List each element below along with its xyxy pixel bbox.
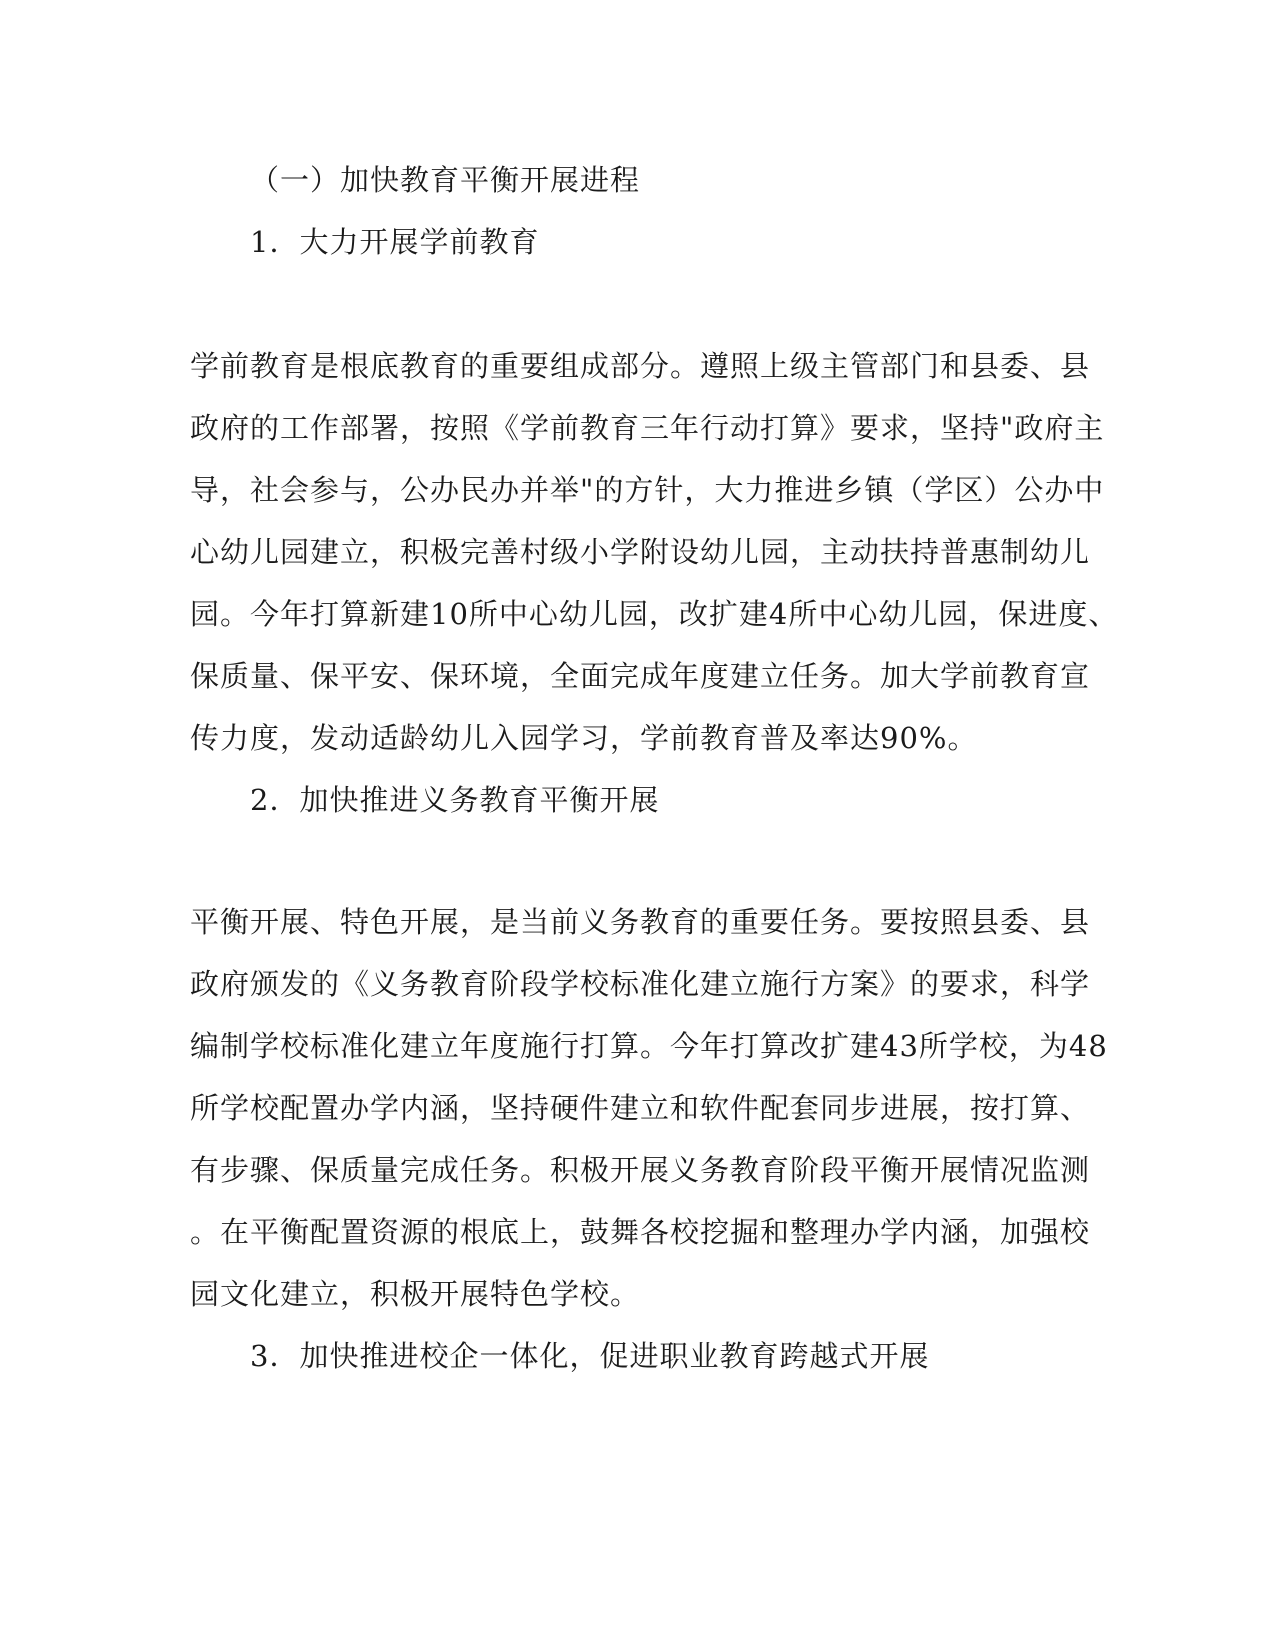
item2-paragraph-line: 政府颁发的《义务教育阶段学校标准化建立施行方案》的要求，科学: [190, 967, 1091, 1001]
item1-paragraph-line: 导，社会参与，公办民办并举"的方针，大力推进乡镇（学区）公办中: [190, 473, 1105, 507]
item1-paragraph-line: 学前教育是根底教育的重要组成部分。遵照上级主管部门和县委、县: [190, 349, 1091, 383]
item3-heading: 3．加快推进校企一体化，促进职业教育跨越式开展: [250, 1339, 930, 1373]
item2-paragraph-line: 园文化建立，积极开展特色学校。: [190, 1277, 641, 1311]
item1-paragraph-line: 政府的工作部署，按照《学前教育三年行动打算》要求，坚持"政府主: [190, 411, 1105, 445]
item2-heading: 2．加快推进义务教育平衡开展: [250, 783, 660, 817]
item2-paragraph-line: 平衡开展、特色开展，是当前义务教育的重要任务。要按照县委、县: [190, 905, 1091, 939]
item2-paragraph-line: 所学校配置办学内涵，坚持硬件建立和软件配套同步进展，按打算、: [190, 1091, 1091, 1125]
item1-paragraph-line: 传力度，发动适龄幼儿入园学习，学前教育普及率达90%。: [190, 721, 978, 755]
item2-paragraph-line: 编制学校标准化建立年度施行打算。今年打算改扩建43所学校，为48: [190, 1029, 1108, 1063]
item1-paragraph-line: 保质量、保平安、保环境，全面完成年度建立任务。加大学前教育宣: [190, 659, 1091, 693]
section-heading: （一）加快教育平衡开展进程: [250, 163, 641, 197]
item1-paragraph-line: 心幼儿园建立，积极完善村级小学附设幼儿园，主动扶持普惠制幼儿: [190, 535, 1091, 569]
item1-heading: 1．大力开展学前教育: [250, 225, 540, 259]
item2-paragraph-line: 有步骤、保质量完成任务。积极开展义务教育阶段平衡开展情况监测: [190, 1153, 1091, 1187]
item1-paragraph-line: 园。今年打算新建10所中心幼儿园，改扩建4所中心幼儿园，保进度、: [190, 597, 1119, 631]
item2-paragraph-line: 。在平衡配置资源的根底上，鼓舞各校挖掘和整理办学内涵，加强校: [190, 1215, 1091, 1249]
